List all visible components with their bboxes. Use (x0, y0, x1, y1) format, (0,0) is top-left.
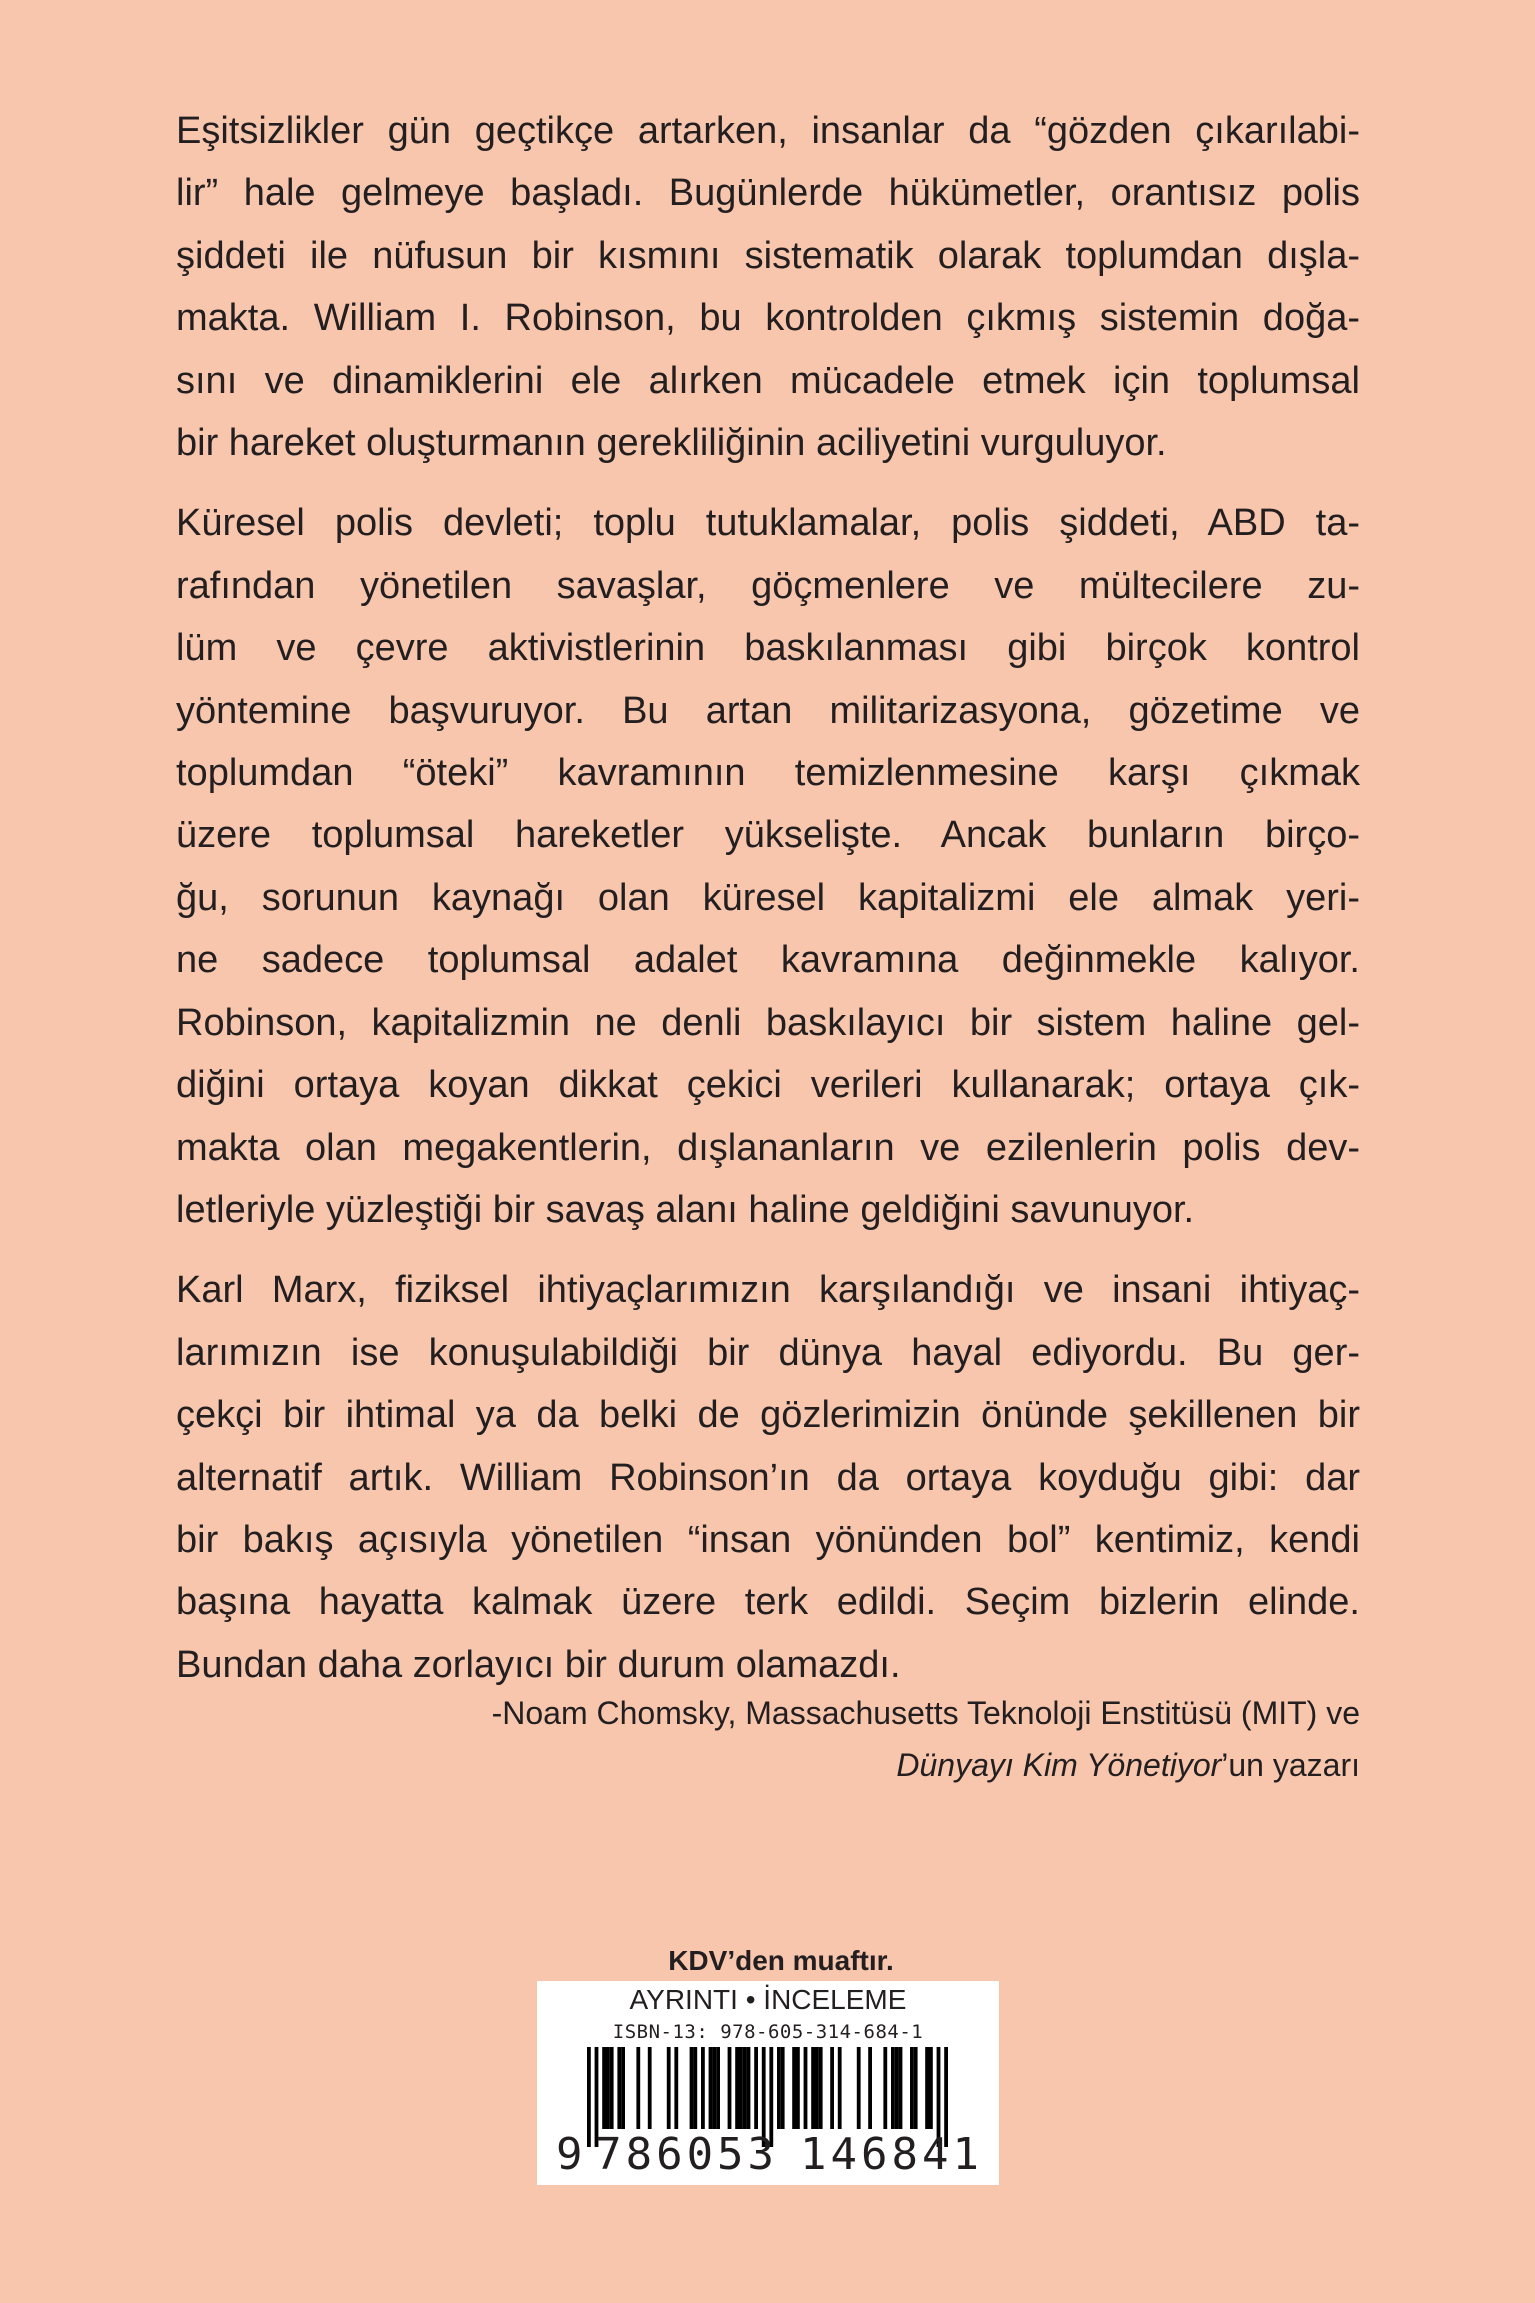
barcode-bar (796, 2047, 800, 2129)
barcode-digit-first: 9 (556, 2129, 583, 2180)
text-line: Bundan daha zorlayıcı bir durum olamazdı. (176, 1643, 901, 1686)
text-line: diğini ortaya koyan dikkat çekici verileri kullanarak; ortaya çık- (176, 1064, 1360, 1107)
paragraph-2 (176, 492, 1360, 1241)
barcode-bar (819, 2047, 823, 2129)
text-line: letleriyle yüzleştiği bir savaş alanı haline geldiğini savunuyor. (176, 1188, 1195, 1231)
barcode-bar (830, 2047, 834, 2129)
attribution-line-2 (492, 1739, 1360, 1791)
text-line: ğu, sorunun kaynağı olan küresel kapitalizmi ele almak yeri- (176, 876, 1360, 919)
attribution (492, 1687, 1360, 1791)
tax-note: KDV’den muaftır. (668, 1945, 894, 1976)
barcode-bar (648, 2047, 652, 2129)
barcode-bar (891, 2047, 895, 2129)
text-line: ne sadece toplumsal adalet kavramına değinmekle kalıyor. (176, 939, 1360, 982)
barcode-bar (857, 2047, 861, 2129)
barcode-bar (701, 2047, 705, 2129)
barcode-bar (716, 2047, 720, 2129)
barcode-bar (781, 2047, 785, 2129)
barcode-bar (606, 2047, 610, 2129)
barcode-bar (728, 2047, 732, 2129)
text-line: alternatif artık. William Robinson’ın da ortaya koyduğu gibi: dar (176, 1456, 1360, 1499)
barcode-digits-group-2: 146841 (800, 2129, 983, 2180)
paragraph-3 (176, 1259, 1360, 1696)
barcode-bar (883, 2047, 887, 2129)
barcode-bar (925, 2047, 929, 2129)
barcode-bar (693, 2047, 697, 2129)
series-label: AYRINTI • İNCELEME (629, 1984, 907, 2015)
text-line: lir” hale gelmeye başladı. Bugünlerde hükümetler, orantısız polis (176, 172, 1360, 215)
barcode-bar (899, 2047, 903, 2129)
barcode-bar (910, 2047, 914, 2129)
attribution-suffix: ’un yazarı (1221, 1747, 1360, 1783)
text-line: şiddeti ile nüfusun bir kısmını sistematik olarak toplumdan dışla- (176, 234, 1360, 277)
barcode-bar (868, 2047, 872, 2129)
text-line: Küresel polis devleti; toplu tutuklamalar, polis şiddeti, ABD ta- (176, 502, 1360, 545)
text-line: Karl Marx, fiziksel ihtiyaçlarımızın karşılandığı ve insani ihtiyaç- (176, 1269, 1360, 1312)
barcode-bar (739, 2047, 743, 2129)
barcode-bar (804, 2047, 808, 2129)
barcode-bar (621, 2047, 625, 2129)
barcode-bar (792, 2047, 796, 2129)
text-line: Eşitsizlikler gün geçtikçe artarken, insanlar da “gözden çıkarılabi- (176, 110, 1360, 152)
text-line: toplumdan “öteki” kavramının temizlenmesine karşı çıkmak (176, 752, 1360, 795)
isbn-label: ISBN-13: 978-605-314-684-1 (612, 2021, 924, 2043)
text-line: makta olan megakentlerin, dışlananların ve ezilenlerin polis dev- (176, 1126, 1360, 1169)
barcode-bar (914, 2047, 918, 2129)
barcode-bar (747, 2047, 751, 2129)
text-line: rafından yönetilen savaşlar, göçmenlere ve mültecilere zu- (176, 564, 1360, 607)
barcode-bar (602, 2047, 606, 2129)
barcode-bar (712, 2047, 716, 2129)
barcode-digits-group-1: 786053 (595, 2129, 779, 2180)
barcode-bar (929, 2047, 933, 2129)
barcode-bar (838, 2047, 842, 2129)
back-cover-text (176, 100, 1360, 1714)
barcode-bar (690, 2047, 694, 2129)
barcode-bar (743, 2047, 747, 2129)
barcode-bar (636, 2047, 640, 2129)
barcode-bar (754, 2047, 758, 2129)
book-title: Dünyayı Kim Yönetiyor (896, 1747, 1222, 1783)
barcode-bar (709, 2047, 713, 2129)
barcode-bar (815, 2047, 819, 2129)
text-line: başına hayatta kalmak üzere terk edildi. Seçim bizlerin elinde. (176, 1581, 1360, 1624)
text-line: makta. William I. Robinson, bu kontrolden çıkmış sistemin doğa- (176, 297, 1360, 340)
text-line: çekçi bir ihtimal ya da belki de gözlerimizin önünde şekillenen bir (176, 1394, 1360, 1437)
barcode-box (537, 1981, 999, 2185)
text-line: lüm ve çevre aktivistlerinin baskılanması gibi birçok kontrol (176, 627, 1360, 670)
barcode-digits (556, 2129, 983, 2181)
barcode-bar (610, 2047, 614, 2129)
text-line: Robinson, kapitalizmin ne denli baskılayıcı bir sistem haline gel- (176, 1001, 1360, 1044)
barcode-bar (667, 2047, 671, 2129)
text-line: larımızın ise konuşulabildiği bir dünya hayal ediyordu. Bu ger- (176, 1331, 1360, 1374)
barcode-bar (617, 2047, 621, 2129)
barcode-bar (735, 2047, 739, 2129)
paragraph-1 (176, 100, 1360, 474)
barcode-bar (895, 2047, 899, 2129)
text-line: yöntemine başvuruyor. Bu artan militarizasyona, gözetime ve (176, 689, 1360, 732)
text-line: üzere toplumsal hareketler yükselişte. Ancak bunların birço- (176, 814, 1360, 857)
text-line: bir bakış açısıyla yönetilen “insan yönünden bol” kentimiz, kendi (176, 1518, 1360, 1561)
text-line: bir hareket oluşturmanın gerekliliğinin aciliyetini vurguluyor. (176, 422, 1167, 465)
barcode-bar (811, 2047, 815, 2129)
text-line: sını ve dinamiklerini ele alırken mücadele etmek için toplumsal (176, 359, 1360, 402)
attribution-line-1: -Noam Chomsky, Massachusetts Teknoloji Enstitüsü (MIT) ve (491, 1695, 1360, 1731)
barcode-bar (777, 2047, 781, 2129)
barcode-bar (674, 2047, 678, 2129)
